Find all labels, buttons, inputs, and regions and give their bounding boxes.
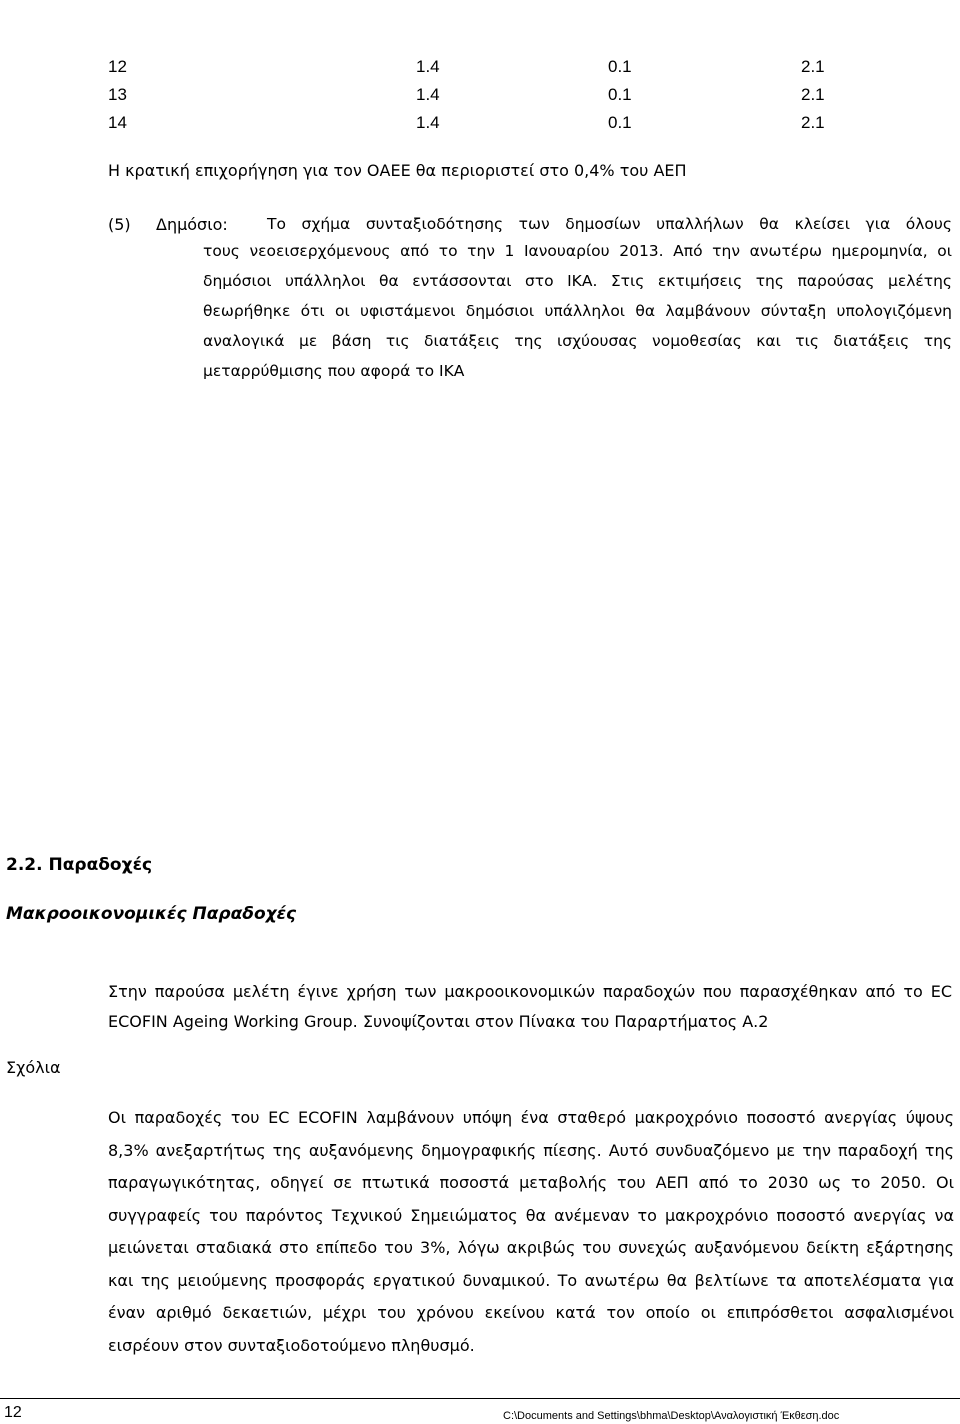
table-cell: 2.1 [801,85,825,104]
table-cell: 1.4 [416,113,440,132]
table-row [0,113,960,137]
table-cell: 2.1 [801,113,825,132]
section-subheading: Μακροοικονομικές Παραδοχές [6,904,297,924]
comments-label: Σχόλια [6,1058,61,1077]
table-cell: 13 [108,85,127,104]
item-title: Δημόσιο: [156,215,228,234]
table-cell: 12 [108,57,127,76]
oaee-sentence: Η κρατική επιχορήγηση για τον ΟΑΕΕ θα περιοριστεί στο 0,4% του ΑΕΠ [108,161,687,180]
file-path: C:\Documents and Settings\bhma\Desktop\Αναλογιστική Έκθεση.doc [503,1410,840,1422]
table-cell: 1.4 [416,85,440,104]
item-number: (5) [108,215,131,234]
item-body: τους νεοεισερχόμενους από το την 1 Ιανουαρίου 2013. Από την ανωτέρω ημερομηνία, οι δημόσιοι υπάλληλοι θα εντάσσονται στο ΙΚΑ. Στις εκτιμήσεις της παρούσας μελέτης θεωρήθηκε ότι οι υφιστάμενοι δημόσιοι υπάλληλοι θα λαμβάνουν σύνταξη υπολογιζόμενη αναλογικά με βάση τις διατάξεις της ισχύουσας νομοθεσίας και τις διατάξεις της μεταρρύθμισης που αφορά το ΙΚΑ [203,242,952,380]
comment-paragraph: Οι παραδοχές του EC ECOFIN λαμβάνουν υπόψη ένα σταθερό μακροχρόνιο ποσοστό ανεργίας ύψους 8,3% ανεξαρτήτως της αυξανόμενης δημογραφικής πίεσης. Αυτό συνδυαζόμενο με την παραδοχή της παραγωγικότητας, οδηγεί σε πτωτικά ποσοστά μεταβολής του ΑΕΠ από το 2030 ως το 2050. Οι συγγραφείς του παρόντος Τεχνικού Σημειώματος θα ανέμεναν το μακροχρόνιο ποσοστό ανεργίας να μειώνεται σταδιακά στο επίπεδο του 3%, λόγω ακριβώς του συνεχώς αυξανόμενου δείκτη εξάρτησης και της μειούμενης προσφοράς εργατικού δυναμικού. Το ανωτέρω θα βελτίωνε τα αποτελέσματα για έναν αριθμό δεκαετιών, μέχρι του χρόνου εκείνου κατά τον οποίο οι επιπρόσθετοι ασφαλισμένοι εισρέουν στον συνταξιοδοτούμενο πληθυσμό. [108,1108,954,1355]
table-cell: 14 [108,113,127,132]
table-row [0,85,960,109]
table-cell: 0.1 [608,113,632,132]
intro-paragraph: Στην παρούσα μελέτη έγινε χρήση των μακροοικονομικών παραδοχών που παρασχέθηκαν από το EC ECOFIN Ageing Working Group. Συνοψίζονται στον Πίνακα του Παραρτήματος Α.2 [108,982,952,1031]
table-cell: 2.1 [801,57,825,76]
table-cell: 0.1 [608,57,632,76]
footer-divider [0,1398,960,1399]
table-cell: 1.4 [416,57,440,76]
item-first-line: Το σχήμα συνταξιοδότησης των δημοσίων υπαλλήλων θα κλείσει για όλους [267,215,952,233]
page-number: 12 [4,1404,22,1421]
table-cell: 0.1 [608,85,632,104]
table-row [0,57,960,81]
section-heading: 2.2. Παραδοχές [6,855,153,875]
